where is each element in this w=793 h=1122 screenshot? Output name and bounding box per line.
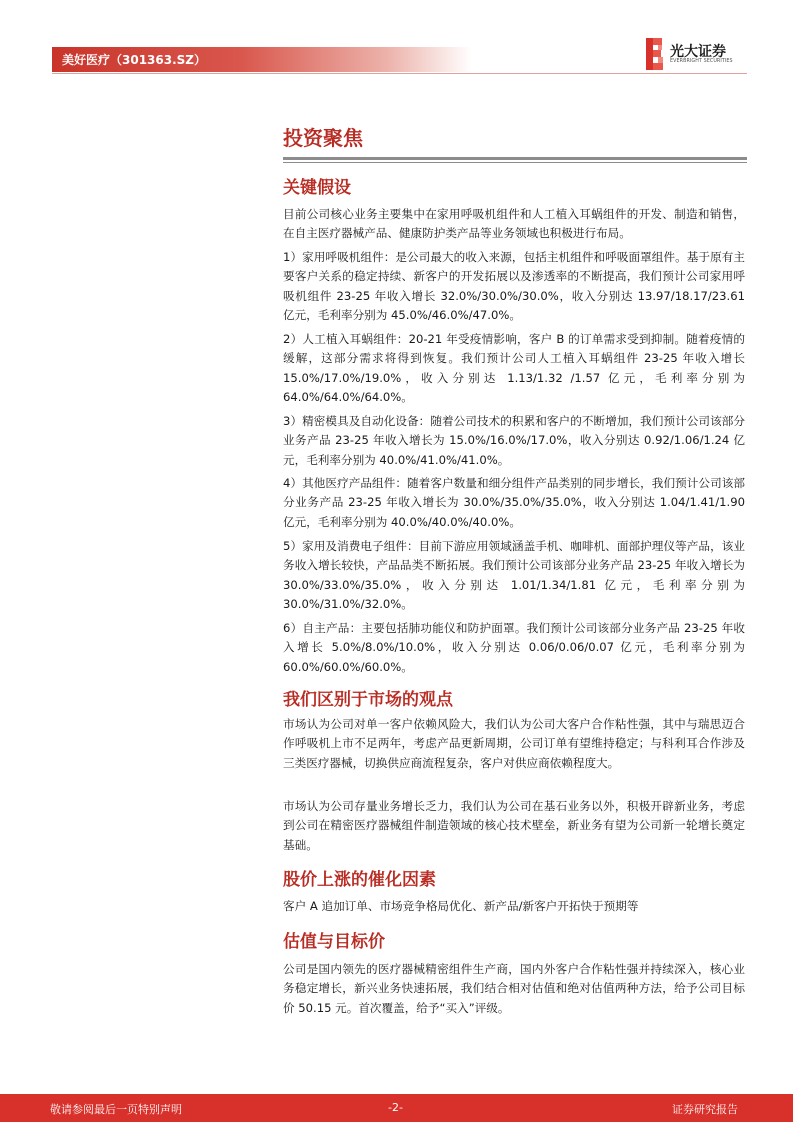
heading-valuation: 估值与目标价 [283,932,385,952]
heading-different-view: 我们区别于市场的观点 [283,690,453,710]
heading-key-assumptions: 关键假设 [283,178,351,198]
logo-english-name: EVERBRIGHT SECURITIES [670,59,733,64]
paragraph-assumption-2: 2）人工植入耳蜗组件：20-21 年受疫情影响，客户 B 的订单需求受到抑制。随着疫情的缓解，这部分需求将得到恢复。我们预计公司人工植入耳蜗组件 23-25 年收入增长 15.0%/17.0%/19.0%，收入分别达 1.13/1.32 /1.57 亿元，毛利率分别为 64.0%/64.0%/64.0%。 [283,332,745,404]
paragraph-assumption-3: 3）精密模具及自动化设备：随着公司技术的积累和客户的不断增加，我们预计公司该部分业务产品 23-25 年收入增长为 15.0%/16.0%/17.0%，收入分别达 0.92/1.06/1.24 亿元，毛利率分别为 40.0%/41.0%/41.0%。 [283,414,745,467]
paragraph-assumption-6: 6）自主产品：主要包括肺功能仪和防护面罩。我们预计公司该部分业务产品 23-25 年收入增长 5.0%/8.0%/10.0%，收入分别达 0.06/0.06/0.07 亿元，毛利率分别为 60.0%/60.0%/60.0%。 [283,621,745,674]
paragraph-assumption-1: 1）家用呼吸机组件：是公司最大的收入来源，包括主机组件和呼吸面罩组件。基于原有主要客户关系的稳定持续、新客户的开发拓展以及渗透率的不断提高，我们预计公司家用呼吸机组件 23-25 年收入增长 32.0%/30.0%/30.0%，收入分别达 13.97/18.17/23.61 亿元，毛利率分别为 45.0%/46.0%/47.0%。 [283,250,745,322]
footer-disclaimer-note: 敬请参阅最后一页特别声明 [50,1103,182,1116]
paragraph-assumption-5: 5）家用及消费电子组件：目前下游应用领域涵盖手机、咖啡机、面部护理仪等产品，该业务收入增长较快，产品品类不断拓展。我们预计公司该部分业务产品 23-25 年收入增长为 30.0%/33.0%/35.0%，收入分别达 1.01/1.34/1.81 亿元，毛利率分别为 30.0%/31.0%/32.0%。 [283,539,745,611]
everbright-logo-icon [646,38,664,70]
paragraph-catalysts: 客户 A 追加订单、市场竞争格局优化、新产品/新客户开拓快于预期等 [283,899,639,913]
section-rule-thin [283,162,747,163]
paragraph-view-2: 市场认为公司存量业务增长乏力，我们认为公司在基石业务以外，积极开辟新业务，考虑到公司在精密医疗器械组件制造领域的核心技术壁垒，新业务有望为公司新一轮增长奠定基础。 [283,799,745,852]
paragraph-intro: 目前公司核心业务主要集中在家用呼吸机组件和人工植入耳蜗组件的开发、制造和销售，在自主医疗器械产品、健康防护类产品等业务领域也积极进行布局。 [283,207,745,241]
paragraph-assumption-4: 4）其他医疗产品组件：随着客户数量和细分组件产品类别的同步增长，我们预计公司该部分业务产品 23-25 年收入增长为 30.0%/35.0%/35.0%，收入分别达 1.04/1.41/1.90 亿元，毛利率分别为 40.0%/40.0%/40.0%。 [283,476,745,529]
header-divider [52,73,747,74]
paragraph-valuation: 公司是国内领先的医疗器械精密组件生产商，国内外客户合作粘性强并持续深入，核心业务稳定增长，新兴业务快速拓展，我们结合相对估值和绝对估值两种方法，给予公司目标价 50.15 元。首次覆盖，给予“买入”评级。 [283,962,745,1015]
paragraph-view-1: 市场认为公司对单一客户依赖风险大，我们认为公司大客户合作粘性强，其中与瑞思迈合作呼吸机上市不足两年，考虑产品更新周期，公司订单有望维持稳定；与科利耳合作涉及三类医疗器械，切换供应商流程复杂，客户对供应商依赖程度大。 [283,717,745,770]
page-number: -2- [388,1101,403,1114]
footer-report-type: 证券研究报告 [672,1103,738,1116]
section-rule [283,157,747,160]
heading-catalysts: 股价上涨的催化因素 [283,870,436,890]
section-title: 投资聚焦 [283,126,363,150]
broker-logo [646,38,756,72]
report-company-title: 美好医疗（301363.SZ） [62,53,207,67]
logo-chinese-name: 光大证券 [670,44,726,60]
